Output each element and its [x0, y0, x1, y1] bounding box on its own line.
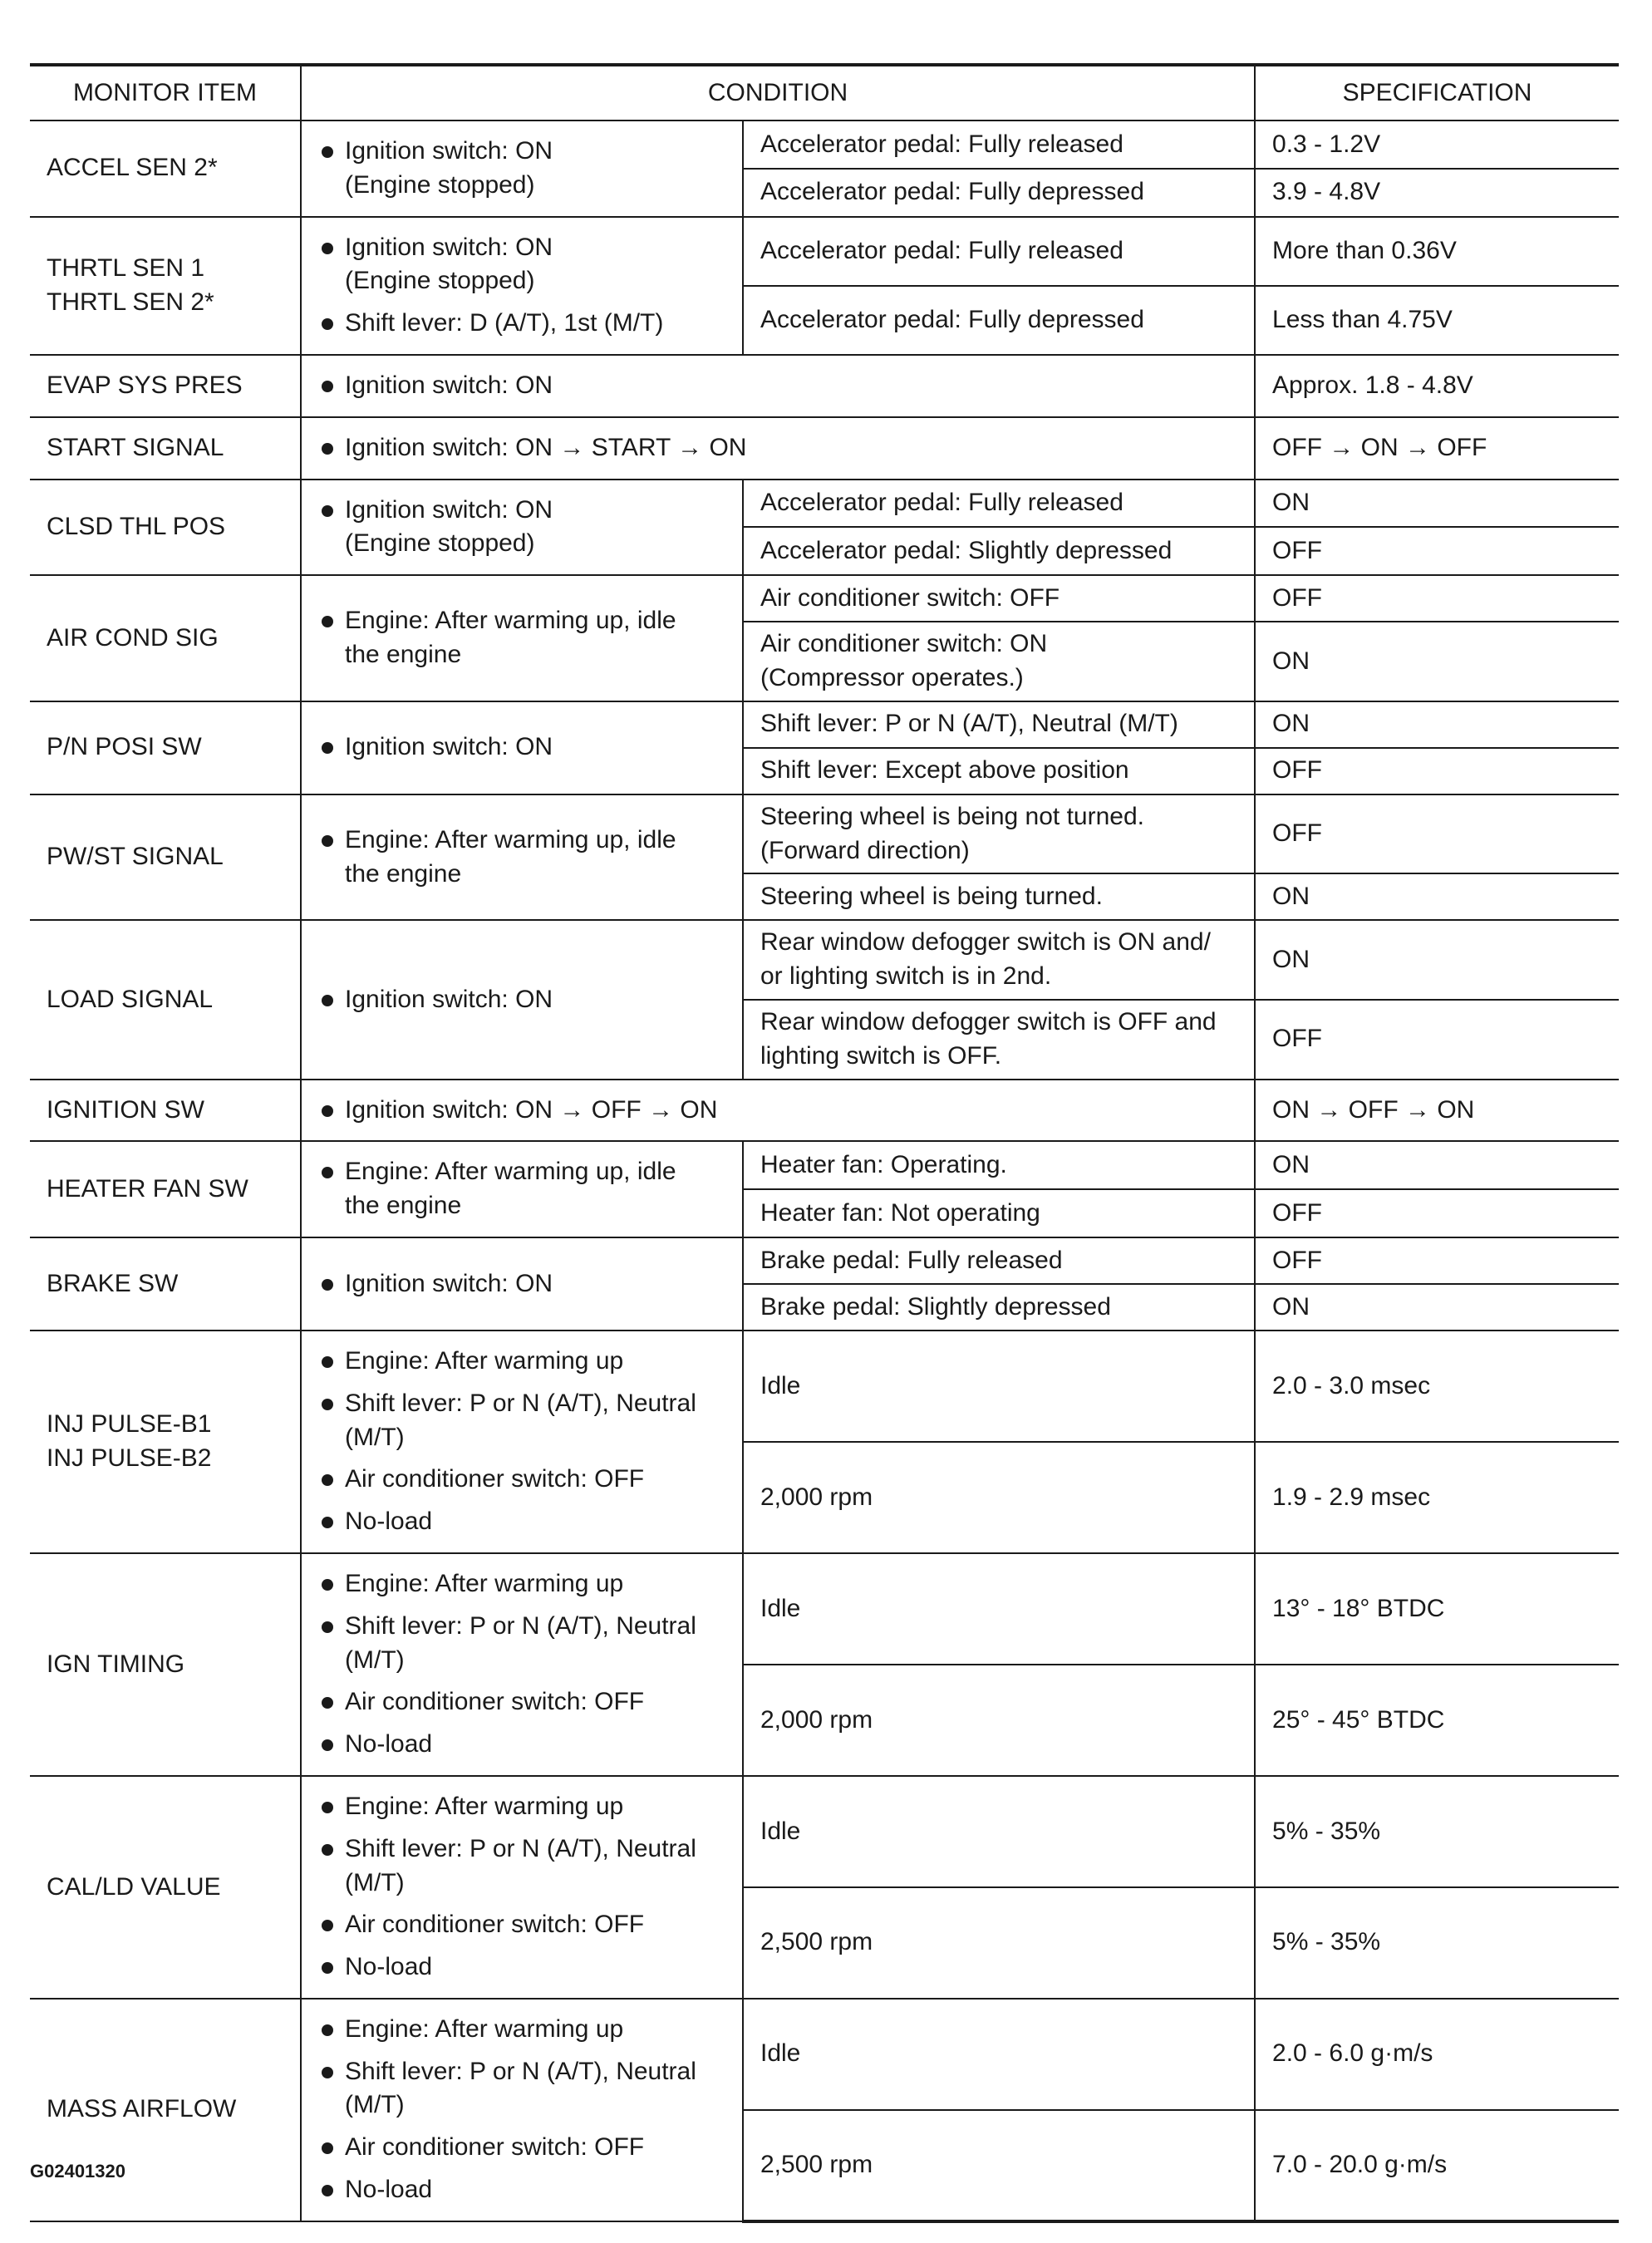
specification-cell: ON: [1255, 622, 1619, 701]
monitor-item-name: IGN TIMING: [47, 1650, 185, 1678]
condition-cell: [301, 1999, 743, 2221]
condition-bullet: Shift lever: P or N (A/T), Neutral (M/T): [318, 1832, 725, 1901]
monitor-item-name: HEATER FAN SW: [47, 1174, 248, 1203]
condition-cell: [301, 575, 743, 701]
specification-cell: More than 0.36V: [1255, 217, 1619, 286]
sub-condition-cell: Brake pedal: Fully released: [743, 1237, 1255, 1284]
condition-bullet: Engine: After warming up: [318, 1567, 725, 1601]
condition-bullet: Engine: After warming up, idle the engine: [318, 604, 725, 672]
condition-bullet: Air conditioner switch: OFF: [318, 1463, 725, 1497]
monitor-item-cell: [30, 121, 301, 217]
header-condition: CONDITION: [301, 65, 1255, 121]
table-row: [30, 217, 1619, 286]
specification-cell: 2.0 - 3.0 msec: [1255, 1331, 1619, 1442]
specification-cell: ON: [1255, 873, 1619, 920]
condition-bullet: Ignition switch: ON (Engine stopped): [318, 135, 725, 203]
specification-cell: ON: [1255, 480, 1619, 528]
table-row: [30, 1776, 1619, 1887]
sub-condition-cell: Air conditioner switch: ON (Compressor operates.): [743, 622, 1255, 701]
table-row: [30, 1237, 1619, 1284]
monitor-item-cell: [30, 1141, 301, 1237]
condition-list: [318, 369, 1237, 403]
condition-bullet: Ignition switch: ON (Engine stopped): [318, 231, 725, 299]
table-row: [30, 355, 1619, 417]
condition-bullet: Ignition switch: ON: [318, 983, 725, 1017]
monitor-item-name: CLSD THL POS: [47, 512, 226, 540]
monitor-item-name: INJ PULSE-B2: [47, 1444, 212, 1472]
sub-condition-cell: 2,000 rpm: [743, 1665, 1255, 1776]
condition-bullet: Air conditioner switch: OFF: [318, 1908, 725, 1942]
condition-bullet: Ignition switch: ON: [318, 369, 1237, 403]
monitor-item-cell: [30, 1999, 301, 2221]
sub-condition-cell: Accelerator pedal: Fully released: [743, 480, 1255, 528]
condition-list: [318, 1094, 1237, 1128]
specification-cell: 5% - 35%: [1255, 1887, 1619, 1999]
monitor-item-name: CAL/LD VALUE: [47, 1872, 221, 1901]
monitor-item-name: THRTL SEN 2*: [47, 288, 214, 316]
sub-condition-cell: Idle: [743, 1331, 1255, 1442]
condition-list: [318, 494, 725, 562]
specification-cell: OFF: [1255, 748, 1619, 794]
table-row: [30, 920, 1619, 1000]
monitor-item-cell: [30, 794, 301, 921]
specification-cell: OFF: [1255, 527, 1619, 575]
condition-bullet: No-load: [318, 1728, 725, 1762]
monitor-item-cell: [30, 920, 301, 1079]
condition-cell: [301, 794, 743, 921]
monitor-item-name: THRTL SEN 1: [47, 253, 205, 282]
sub-condition-cell: Accelerator pedal: Fully released: [743, 121, 1255, 169]
specification-cell: ON → OFF → ON: [1255, 1080, 1619, 1142]
condition-bullet: No-load: [318, 1505, 725, 1539]
specification-cell: OFF: [1255, 1237, 1619, 1284]
specification-cell: OFF: [1255, 1189, 1619, 1237]
condition-cell: [301, 217, 743, 355]
sub-condition-cell: Heater fan: Not operating: [743, 1189, 1255, 1237]
condition-bullet: No-load: [318, 2173, 725, 2207]
condition-cell: [301, 1776, 743, 1999]
specification-cell: OFF: [1255, 794, 1619, 874]
monitor-item-cell: [30, 355, 301, 417]
table-row: [30, 701, 1619, 748]
header-monitor-item: MONITOR ITEM: [30, 65, 301, 121]
specification-cell: ON: [1255, 920, 1619, 1000]
monitor-item-cell: [30, 417, 301, 480]
monitor-item-cell: [30, 217, 301, 355]
sub-condition-cell: 2,500 rpm: [743, 2110, 1255, 2221]
condition-cell: [301, 1237, 743, 1331]
monitor-item-name: BRAKE SW: [47, 1269, 179, 1297]
monitor-item-cell: [30, 1776, 301, 1999]
sub-condition-cell: Accelerator pedal: Fully depressed: [743, 169, 1255, 217]
sub-condition-cell: Steering wheel is being not turned. (Forward direction): [743, 794, 1255, 874]
sub-condition-cell: Shift lever: P or N (A/T), Neutral (M/T): [743, 701, 1255, 748]
table-row: [30, 1553, 1619, 1665]
specification-cell: ON: [1255, 1284, 1619, 1331]
specification-cell: 2.0 - 6.0 g·m/s: [1255, 1999, 1619, 2110]
condition-bullet: Ignition switch: ON → START → ON: [318, 431, 1237, 465]
condition-list: [318, 1567, 725, 1762]
specification-cell: ON: [1255, 1141, 1619, 1189]
table-row: [30, 1141, 1619, 1189]
condition-cell: [301, 701, 743, 794]
condition-list: [318, 983, 725, 1017]
table-row: [30, 794, 1619, 874]
condition-cell: [301, 121, 743, 217]
specification-cell: 25° - 45° BTDC: [1255, 1665, 1619, 1776]
table-row: [30, 1331, 1619, 1442]
monitor-item-name: INJ PULSE-B1: [47, 1410, 212, 1439]
monitor-item-name: AIR COND SIG: [47, 623, 219, 652]
sub-condition-cell: Idle: [743, 1553, 1255, 1665]
specification-cell: 1.9 - 2.9 msec: [1255, 1442, 1619, 1553]
condition-bullet: Engine: After warming up: [318, 1790, 725, 1824]
condition-cell: [301, 920, 743, 1079]
monitor-item-cell: [30, 480, 301, 576]
condition-list: [318, 1345, 725, 1539]
sub-condition-cell: Rear window defogger switch is ON and/ or lighting switch is in 2nd.: [743, 920, 1255, 1000]
sub-condition-cell: Shift lever: Except above position: [743, 748, 1255, 794]
condition-bullet: Ignition switch: ON: [318, 730, 725, 765]
condition-bullet: Ignition switch: ON (Engine stopped): [318, 494, 725, 562]
condition-list: [318, 231, 725, 341]
condition-list: [318, 824, 725, 892]
monitor-item-name: START SIGNAL: [47, 433, 224, 461]
condition-list: [318, 431, 1237, 465]
monitor-item-name: IGNITION SW: [47, 1095, 204, 1124]
condition-list: [318, 2013, 725, 2207]
table-row: [30, 480, 1619, 528]
specification-cell: Less than 4.75V: [1255, 286, 1619, 355]
condition-cell: [301, 417, 1255, 480]
monitor-item-cell: [30, 1080, 301, 1142]
figure-code: G02401320: [30, 2161, 125, 2182]
monitor-item-name: ACCEL SEN 2*: [47, 154, 218, 182]
condition-list: [318, 1155, 725, 1223]
condition-list: [318, 1790, 725, 1985]
condition-bullet: Engine: After warming up: [318, 2013, 725, 2047]
condition-bullet: Engine: After warming up, idle the engine: [318, 824, 725, 892]
sub-condition-cell: Accelerator pedal: Slightly depressed: [743, 527, 1255, 575]
condition-list: [318, 730, 725, 765]
specification-cell: Approx. 1.8 - 4.8V: [1255, 355, 1619, 417]
specification-cell: OFF: [1255, 1000, 1619, 1080]
sub-condition-cell: 2,000 rpm: [743, 1442, 1255, 1553]
sub-condition-cell: Idle: [743, 1776, 1255, 1887]
monitor-item-name: MASS AIRFLOW: [47, 2095, 237, 2123]
monitor-spec-table: [30, 63, 1619, 2223]
monitor-item-cell: [30, 1553, 301, 1776]
monitor-item-cell: [30, 701, 301, 794]
condition-bullet: Air conditioner switch: OFF: [318, 2131, 725, 2165]
condition-list: [318, 135, 725, 203]
condition-bullet: Shift lever: P or N (A/T), Neutral (M/T): [318, 1387, 725, 1455]
condition-cell: [301, 1553, 743, 1776]
monitor-item-name: EVAP SYS PRES: [47, 371, 243, 399]
specification-cell: 13° - 18° BTDC: [1255, 1553, 1619, 1665]
condition-cell: [301, 480, 743, 576]
condition-bullet: Shift lever: P or N (A/T), Neutral (M/T): [318, 1610, 725, 1678]
sub-condition-cell: Rear window defogger switch is OFF and lighting switch is OFF.: [743, 1000, 1255, 1080]
table-body: [30, 121, 1619, 2221]
condition-bullet: Engine: After warming up, idle the engine: [318, 1155, 725, 1223]
header-specification: SPECIFICATION: [1255, 65, 1619, 121]
condition-cell: [301, 1080, 1255, 1142]
sub-condition-cell: Accelerator pedal: Fully depressed: [743, 286, 1255, 355]
sub-condition-cell: Heater fan: Operating.: [743, 1141, 1255, 1189]
table-row: [30, 1080, 1619, 1142]
sub-condition-cell: 2,500 rpm: [743, 1887, 1255, 1999]
condition-bullet: Ignition switch: ON → OFF → ON: [318, 1094, 1237, 1128]
specification-cell: 5% - 35%: [1255, 1776, 1619, 1887]
condition-list: [318, 1267, 725, 1301]
condition-list: [318, 604, 725, 672]
condition-bullet: Engine: After warming up: [318, 1345, 725, 1379]
condition-bullet: Shift lever: P or N (A/T), Neutral (M/T): [318, 2055, 725, 2123]
condition-bullet: Air conditioner switch: OFF: [318, 1685, 725, 1719]
condition-cell: [301, 355, 1255, 417]
specification-cell: 7.0 - 20.0 g·m/s: [1255, 2110, 1619, 2221]
condition-bullet: No-load: [318, 1950, 725, 1985]
table-row: [30, 121, 1619, 169]
specification-cell: OFF → ON → OFF: [1255, 417, 1619, 480]
monitor-item-name: P/N POSI SW: [47, 733, 202, 761]
sub-condition-cell: Steering wheel is being turned.: [743, 873, 1255, 920]
condition-cell: [301, 1141, 743, 1237]
condition-cell: [301, 1331, 743, 1553]
table-row: [30, 575, 1619, 622]
sub-condition-cell: Accelerator pedal: Fully released: [743, 217, 1255, 286]
table-row: [30, 1999, 1619, 2110]
sub-condition-cell: Brake pedal: Slightly depressed: [743, 1284, 1255, 1331]
condition-bullet: Shift lever: D (A/T), 1st (M/T): [318, 307, 725, 341]
sub-condition-cell: Idle: [743, 1999, 1255, 2110]
sub-condition-cell: Air conditioner switch: OFF: [743, 575, 1255, 622]
specification-cell: OFF: [1255, 575, 1619, 622]
table-header-row: [30, 65, 1619, 121]
specification-cell: 3.9 - 4.8V: [1255, 169, 1619, 217]
specification-cell: ON: [1255, 701, 1619, 748]
monitor-item-cell: [30, 1237, 301, 1331]
monitor-item-cell: [30, 575, 301, 701]
monitor-item-name: LOAD SIGNAL: [47, 985, 214, 1013]
monitor-item-cell: [30, 1331, 301, 1553]
monitor-item-name: PW/ST SIGNAL: [47, 843, 224, 871]
specification-cell: 0.3 - 1.2V: [1255, 121, 1619, 169]
condition-bullet: Ignition switch: ON: [318, 1267, 725, 1301]
table-row: [30, 417, 1619, 480]
